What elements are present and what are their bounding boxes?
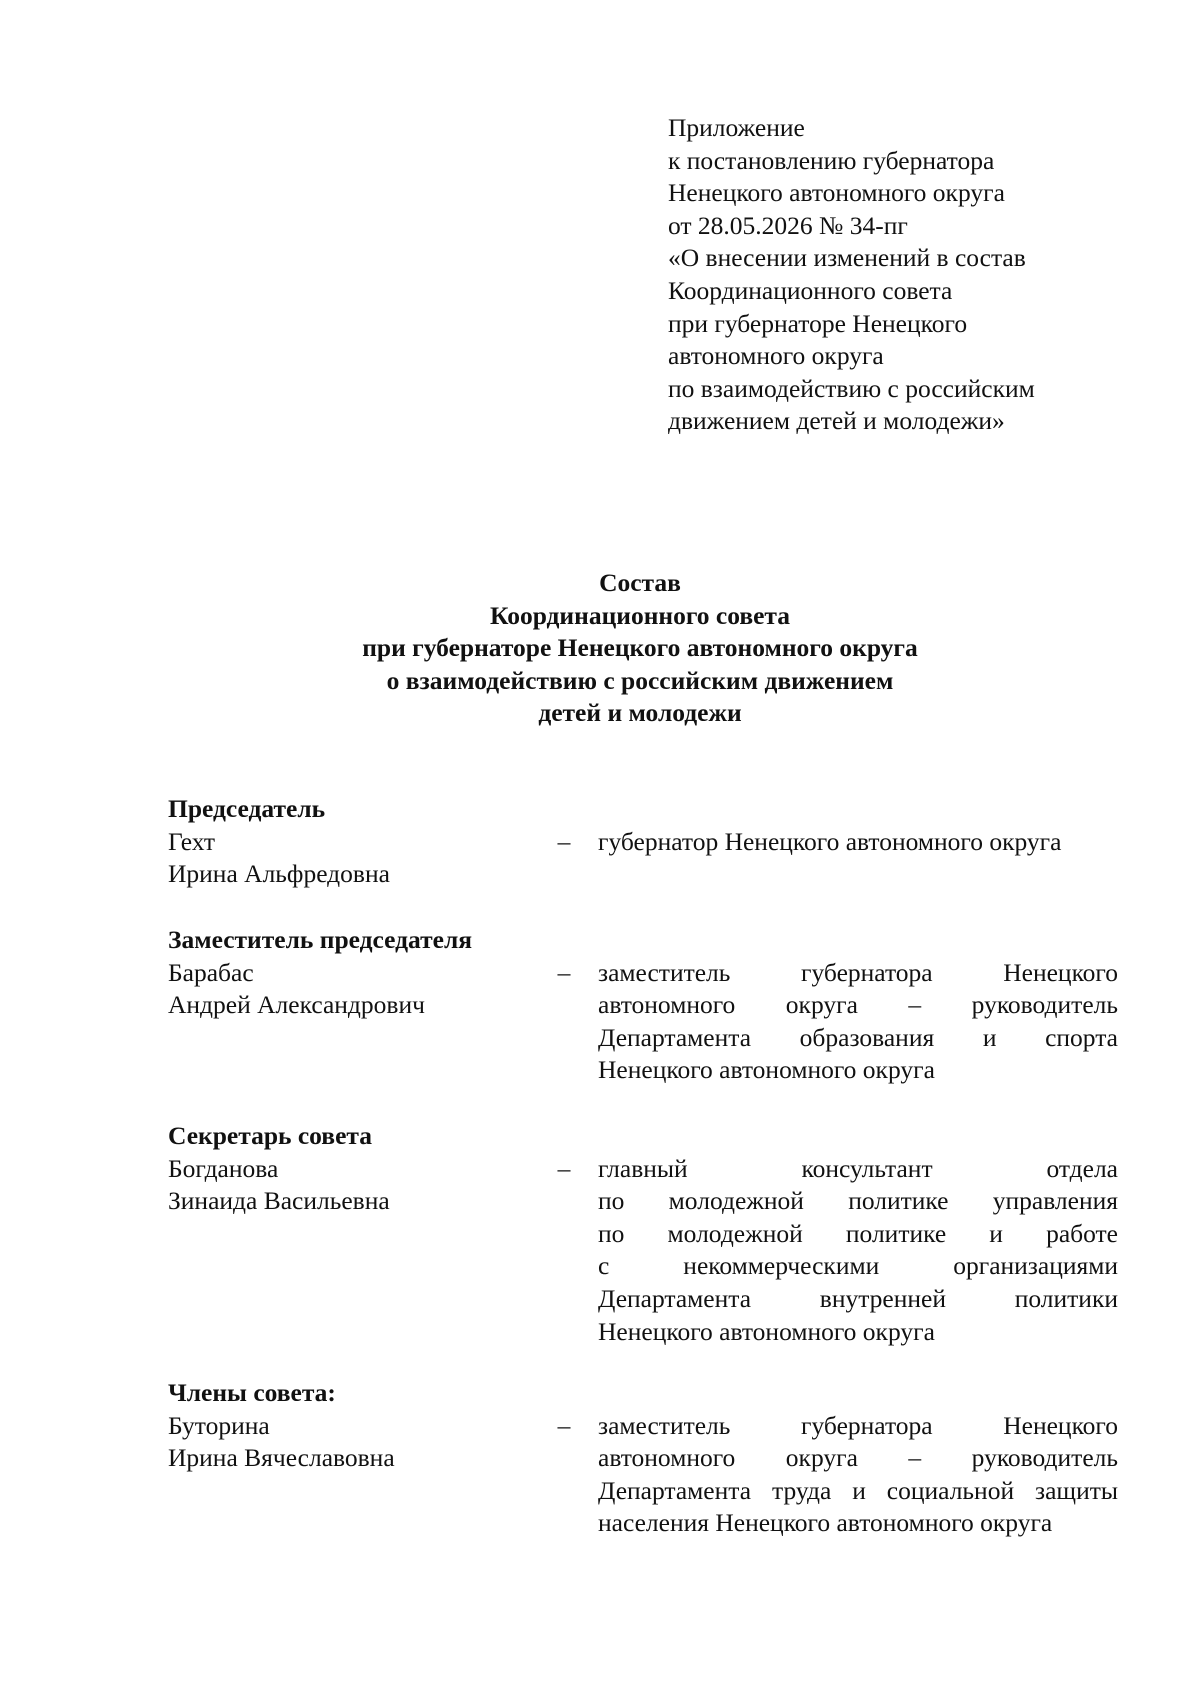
appendix-line: автономного округа (668, 341, 884, 371)
position-line: Департамента труда и социальной защиты (598, 1475, 1118, 1505)
position-line: Департамента образования и спорта (598, 1022, 1118, 1052)
member-row (168, 1410, 1118, 1538)
member-name (168, 826, 548, 891)
member-position (598, 957, 1118, 1087)
title-line: о взаимодействию с российским движением (386, 665, 894, 695)
member-name (168, 1410, 548, 1475)
appendix-line: при губернаторе Ненецкого (668, 308, 968, 338)
position-line: населения Ненецкого автономного округа (598, 1508, 1053, 1538)
appendix-line: к постановлению губернатора (668, 145, 995, 175)
position-line: автономного округа – руководитель (598, 990, 1118, 1020)
dash-separator: – (557, 1153, 571, 1183)
position-line: Департамента внутренней политики (598, 1283, 1118, 1313)
section-chairman (168, 793, 1118, 891)
title-line: детей и молодежи (538, 698, 742, 728)
position-line: Ненецкого автономного округа (598, 1316, 935, 1346)
section-role: Секретарь совета (168, 1121, 372, 1150)
member-surname: Гехт (168, 826, 216, 856)
document-title (150, 567, 1130, 730)
member-given-name: Ирина Альфредовна (168, 859, 390, 889)
member-position (598, 1153, 1118, 1349)
section-role: Заместитель председателя (168, 925, 473, 954)
position-line: Ненецкого автономного округа (598, 1055, 935, 1085)
title-line: при губернаторе Ненецкого автономного округа (362, 633, 918, 663)
position-line: по молодежной политике управления (598, 1186, 1118, 1216)
appendix-line: от 28.05.2026 № 34-пг (668, 210, 908, 240)
section-secretary (168, 1120, 1118, 1346)
member-row (168, 826, 1118, 891)
appendix-line: Координационного совета (668, 275, 953, 305)
dash-separator: – (557, 957, 571, 987)
member-given-name: Зинаида Васильевна (168, 1186, 390, 1216)
member-row (168, 1153, 1118, 1346)
title-line: Координационного совета (489, 600, 791, 630)
member-given-name: Ирина Вячеславовна (168, 1443, 395, 1473)
appendix-line: движением детей и молодежи» (668, 406, 1005, 436)
position-line: заместитель губернатора Ненецкого (598, 1410, 1118, 1440)
section-deputy-chairman (168, 924, 1118, 1085)
section-role: Члены совета: (168, 1378, 336, 1407)
position-line: губернатор Ненецкого автономного округа (598, 826, 1062, 856)
appendix-header (668, 112, 1108, 438)
appendix-line: Приложение (668, 113, 805, 142)
dash-separator: – (557, 826, 571, 856)
member-name (168, 957, 548, 1022)
section-role: Председатель (168, 794, 326, 823)
title-line: Состав (599, 568, 681, 597)
member-name (168, 1153, 548, 1218)
member-row (168, 957, 1118, 1085)
appendix-line: Ненецкого автономного округа (668, 178, 1005, 208)
member-position (598, 1410, 1118, 1540)
section-members (168, 1377, 1118, 1538)
appendix-line: «О внесении изменений в состав (668, 243, 1026, 273)
position-line: по молодежной политике и работе (598, 1218, 1118, 1248)
member-surname: Буторина (168, 1410, 270, 1440)
appendix-line: по взаимодействию с российским (668, 373, 1035, 403)
member-position (598, 826, 1118, 859)
position-line: с некоммерческими организациями (598, 1251, 1118, 1281)
position-line: автономного округа – руководитель (598, 1443, 1118, 1473)
position-line: заместитель губернатора Ненецкого (598, 957, 1118, 987)
member-surname: Барабас (168, 957, 254, 987)
member-surname: Богданова (168, 1153, 279, 1183)
dash-separator: – (557, 1410, 571, 1440)
member-given-name: Андрей Александрович (168, 990, 425, 1020)
position-line: главный консультант отдела (598, 1153, 1118, 1183)
